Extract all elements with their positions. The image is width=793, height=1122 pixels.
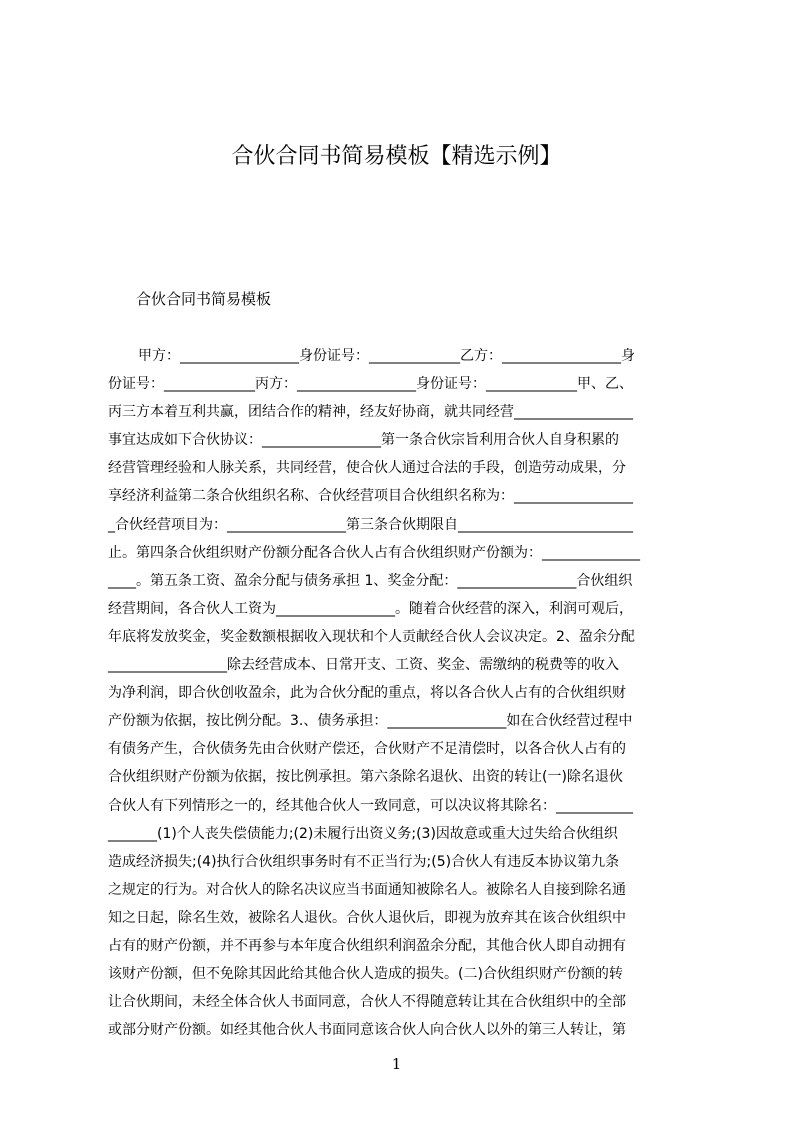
body-line: 该财产份额，但不免除其因此给其他合伙人造成的损失。(二)合伙组织财产份额的转	[108, 966, 623, 983]
body-line: 知之日起，除名生效，被除名人退伙。合伙人退伙后，即视为放弃其在该合伙组织中	[108, 909, 626, 926]
body-line: 年底将发放奖金，奖金数额根据收入现状和个人贡献经合伙人会议决定。2、盈余分配	[108, 628, 635, 645]
body-line: 经营管理经验和人脉关系，共同经营，使合伙人通过合法的手段，创造劳动成果，分	[108, 460, 626, 477]
body-line: 事宜达成如下合伙协议：_________________第一条合伙宗旨利用合伙人自身积累的	[108, 432, 619, 449]
document-body	[108, 342, 698, 1039]
body-line: 占有的财产份额，并不再参与本年度合伙组织利润盈余分配，其他合伙人即自动拥有	[108, 937, 626, 954]
body-line: ____。第五条工资、盈余分配与债务承担 1、奖金分配：_________________合伙组织	[108, 572, 633, 589]
body-line: 之规定的行为。对合伙人的除名决议应当书面通知被除名人。被除名人自接到除名通	[108, 881, 626, 898]
body-line: 让合伙期间，未经全体合伙人书面同意，合伙人不得随意转让其在合伙组织中的全部	[108, 994, 626, 1011]
page-number: 1	[391, 1055, 402, 1073]
body-line: 甲方：_________________身份证号：_____________乙方：_________________身	[138, 348, 635, 364]
body-line: 合伙人有下列情形之一的，经其他合伙人一致同意，可以决议将其除名：___________	[108, 797, 633, 814]
body-line: 丙三方本着互利共赢，团结合作的精神，经友好协商，就共同经营_________________	[108, 404, 633, 421]
document-title: 合伙合同书简易模板【精选示例】	[231, 144, 562, 169]
body-line: 止。第四条合伙组织财产份额分配各合伙人占有合伙组织财产份额为：______________	[108, 544, 640, 561]
body-line: 或部分财产份额。如经其他合伙人书面同意该合伙人向合伙人以外的第三人转让，第	[108, 1022, 626, 1039]
body-line: 为净利润，即合伙创收盈余，此为合伙分配的重点，将以各合伙人占有的合伙组织财	[108, 685, 626, 702]
body-line: 享经济利益第二条合伙组织名称、合伙经营项目合伙组织名称为：_________________	[108, 488, 633, 505]
body-line: 经营期间，各合伙人工资为_________________。随着合伙经营的深入，利润可观后，	[108, 600, 633, 617]
body-line: _合伙经营项目为：_________________第三条合伙期限自_________________________	[108, 516, 633, 533]
body-line: 份证号：_____________丙方：_________________身份证号：_____________甲、乙、	[108, 376, 633, 393]
body-line: 产份额为依据，按比例分配。3.、债务承担：_________________如在合伙经营过程中	[108, 713, 633, 730]
body-line: _________________除去经营成本、日常开支、工资、奖金、需缴纳的税费等的收入	[108, 657, 619, 674]
body-line: 有债务产生，合伙债务先由合伙财产偿还，合伙财产不足清偿时，以各合伙人占有的	[108, 741, 626, 758]
body-line: _______(1)个人丧失偿债能力;(2)未履行出资义务;(3)因故意或重大过失给合伙组织	[108, 825, 618, 842]
body-line: 合伙组织财产份额为依据，按比例承担。第六条除名退伙、出资的转让(一)除名退伙	[108, 769, 623, 786]
body-line: 造成经济损失;(4)执行合伙组织事务时有不正当行为;(5)合伙人有违反本协议第九条	[108, 853, 620, 870]
document-subtitle: 合伙合同书简易模板	[136, 290, 272, 308]
